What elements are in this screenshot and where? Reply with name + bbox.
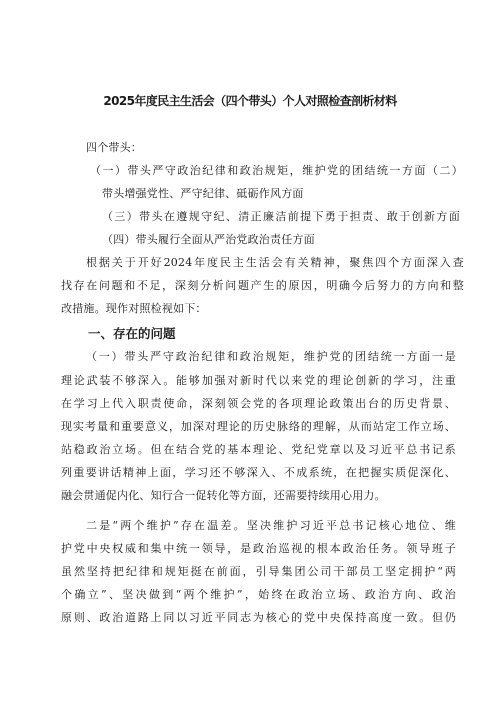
lead-item-1-line-1: （一）带头严守政治纪律和政治规矩，维护党的团结统一方面（二） [90, 164, 463, 177]
four-lead-label: 四个带头： [86, 141, 142, 154]
lead-item-4: （四）带头履行全面从严治党政治责任方面 [102, 233, 315, 246]
section-heading: 一、存在的问题 [88, 326, 176, 341]
para2-line-3: 虽然坚持把纪律和规矩挺在前面，引导集团公司干部员工坚定拥护“两 [61, 565, 456, 578]
document-title: 2025年度民主生活会（四个带头）个人对照检查剖析材料 [103, 94, 397, 108]
intro-line-2: 找存在问题和不足，深刻分析问题产生的原因，明确今后努力的方向和整 [61, 279, 464, 292]
para1-line-6: 列重要讲话精神上面，学习还不够深入、不成系统，在把握实质促深化、 [61, 466, 456, 479]
intro-line-1: 根据关于开好2024年度民主生活会有关精神，聚焦四个方面深入查 [86, 256, 464, 269]
para2-line-1: 二是“两个维护”存在温差。坚决维护习近平总书记核心地位、维 [86, 519, 456, 532]
para1-line-3: 在学习上代入职责使命，深刻领会党的各项理论政策出台的历史背景、 [61, 397, 456, 410]
lead-item-3: （三）带头在遵规守纪、清正廉洁前提下勇于担责、敢于创新方面 [102, 210, 460, 223]
para2-line-2: 护党中央权威和集中统一领导，是政治巡视的根本政治任务。领导班子 [61, 542, 456, 555]
para1-line-1: （一）带头严守政治纪律和政治规矩，维护党的团结统一方面一是 [86, 350, 456, 363]
lead-item-1-line-2: 带头增强党性、严守纪律、砥砺作风方面 [102, 187, 304, 200]
para2-line-5: 原则、政治道路上同以习近平同志为核心的党中央保持高度一致。但仍 [61, 611, 456, 624]
para2-line-4: 个确立”、坚决做到“两个维护”，始终在政治立场、政治方向、政治 [61, 588, 456, 601]
para1-line-4: 现实考量和重要意义，加深对理论的历史脉络的理解，从而站定工作立场、 [61, 420, 456, 433]
para1-line-2: 理论武装不够深入。能够加强对新时代以来党的理论创新的学习，注重 [61, 374, 456, 387]
para1-line-5: 站稳政治立场。但在结合党的基本理论、党纪党章以及习近平总书记系 [61, 443, 456, 456]
intro-line-3: 改措施。现作对照检视如下： [61, 302, 207, 315]
para1-line-7: 融会贯通促内化、知行合一促转化等方面，还需要持续用心用力。 [61, 489, 386, 502]
